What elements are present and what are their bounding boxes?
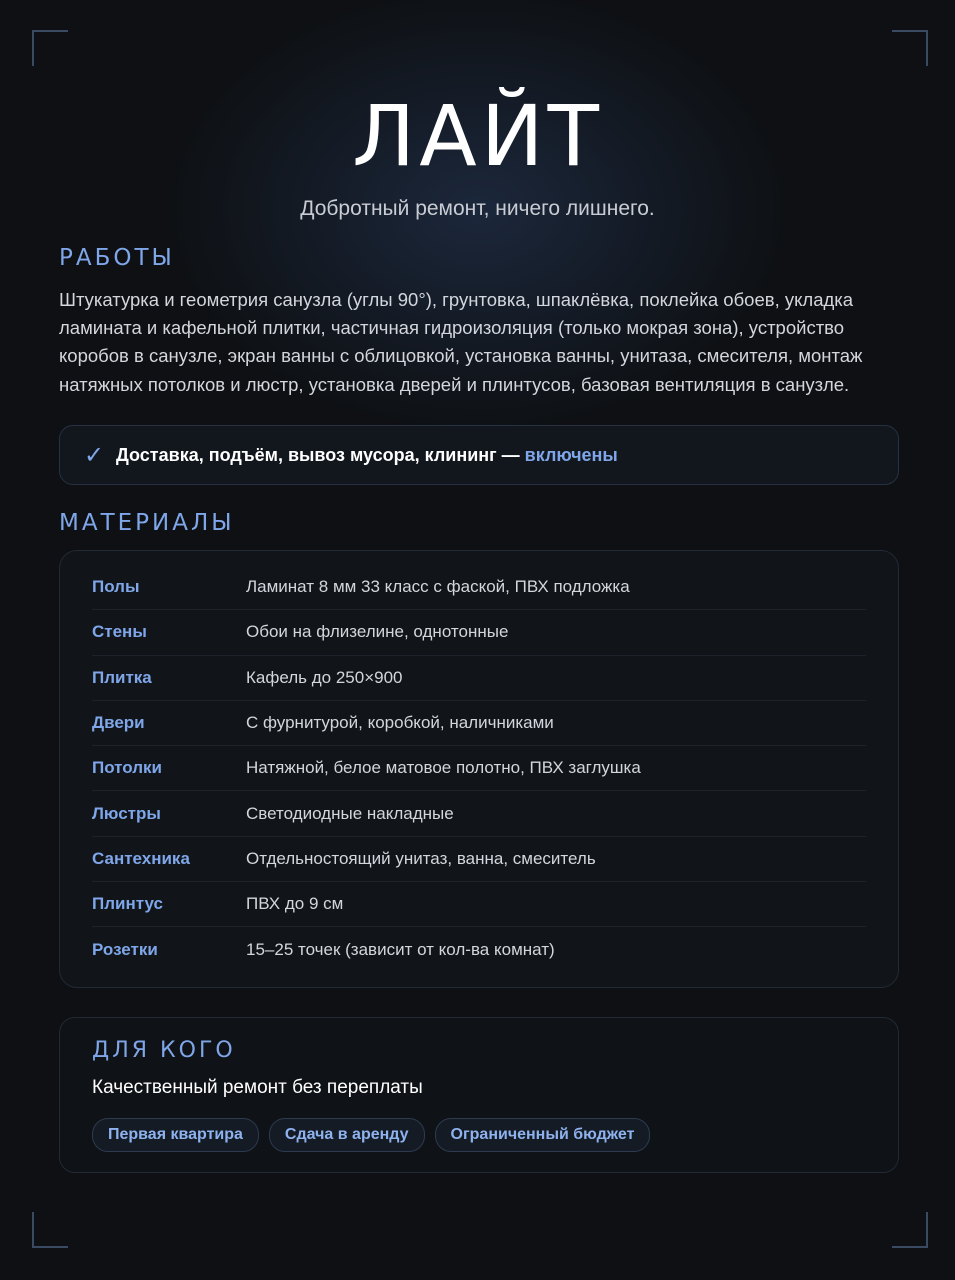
materials-row-tiles xyxy=(92,656,866,701)
included-services-box xyxy=(59,425,899,485)
included-accent: включены xyxy=(524,444,618,465)
materials-row-value: ПВХ до 9 см xyxy=(246,894,344,914)
materials-row-value: Ламинат 8 мм 33 класс с фаской, ПВХ подложка xyxy=(246,577,630,597)
materials-row-plumbing xyxy=(92,837,866,882)
included-services-text xyxy=(116,445,618,466)
page-subtitle: Добротный ремонт, ничего лишнего. xyxy=(300,197,655,220)
materials-row-value: С фурнитурой, коробкой, наличниками xyxy=(246,713,554,733)
tag-first-apartment: Первая квартира xyxy=(92,1118,259,1152)
materials-heading: МАТЕРИАЛЫ xyxy=(59,510,235,536)
materials-row-baseboard xyxy=(92,882,866,927)
materials-row-walls xyxy=(92,610,866,655)
works-description: Штукатурка и геометрия санузла (углы 90°), грунтовка, шпаклёвка, поклейка обоев, укладка ламината и кафельной плитки, частичная гидроизоляция (только мокрая зона), устройство коробов в санузле, экран ванны с облицовкой, установка ванны, унитаза, смесителя, монтаж натяжных потолков и люстр, установка дверей и плинтусов, базовая вентиляция в санузле. xyxy=(59,289,863,395)
materials-row-value: Кафель до 250×900 xyxy=(246,667,403,687)
materials-row-lights xyxy=(92,791,866,836)
corner-bracket-bottom-left xyxy=(32,1212,68,1248)
materials-row-value: Натяжной, белое матовое полотно, ПВХ заглушка xyxy=(246,758,641,778)
materials-row-label: Полы xyxy=(92,577,140,597)
materials-row-label: Плитка xyxy=(92,667,152,687)
materials-row-value: 15–25 точек (зависит от кол-ва комнат) xyxy=(246,940,555,960)
materials-row-ceilings xyxy=(92,746,866,791)
audience-tags xyxy=(92,1118,650,1152)
tag-rental: Сдача в аренду xyxy=(269,1118,425,1152)
audience-card xyxy=(59,1017,899,1173)
corner-bracket-top-right xyxy=(892,30,928,66)
audience-heading: ДЛЯ КОГО xyxy=(92,1038,236,1063)
corner-bracket-bottom-right xyxy=(892,1212,928,1248)
materials-row-value: Отдельностоящий унитаз, ванна, смеситель xyxy=(246,848,596,868)
works-heading: РАБОТЫ xyxy=(59,245,175,271)
materials-row-floors xyxy=(92,565,866,610)
tag-limited-budget: Ограниченный бюджет xyxy=(435,1118,651,1152)
corner-bracket-top-left xyxy=(32,30,68,66)
included-services-label: Доставка, подъём, вывоз мусора, клининг — xyxy=(116,444,525,465)
materials-row-label: Сантехника xyxy=(92,848,190,868)
materials-row-label: Двери xyxy=(92,713,145,733)
materials-row-label: Плинтус xyxy=(92,894,163,914)
materials-row-label: Потолки xyxy=(92,758,163,778)
audience-description: Качественный ремонт без переплаты xyxy=(92,1077,423,1098)
materials-row-value: Обои на флизелине, однотонные xyxy=(246,622,509,642)
materials-table xyxy=(59,550,899,988)
check-icon: ✓ xyxy=(84,441,105,469)
materials-row-label: Стены xyxy=(92,622,147,642)
page-title: ЛАЙТ xyxy=(352,87,603,185)
materials-row-label: Розетки xyxy=(92,940,158,960)
materials-row-sockets xyxy=(92,927,866,972)
materials-row-doors xyxy=(92,701,866,746)
materials-row-value: Светодиодные накладные xyxy=(246,803,454,823)
materials-row-label: Люстры xyxy=(92,803,161,823)
